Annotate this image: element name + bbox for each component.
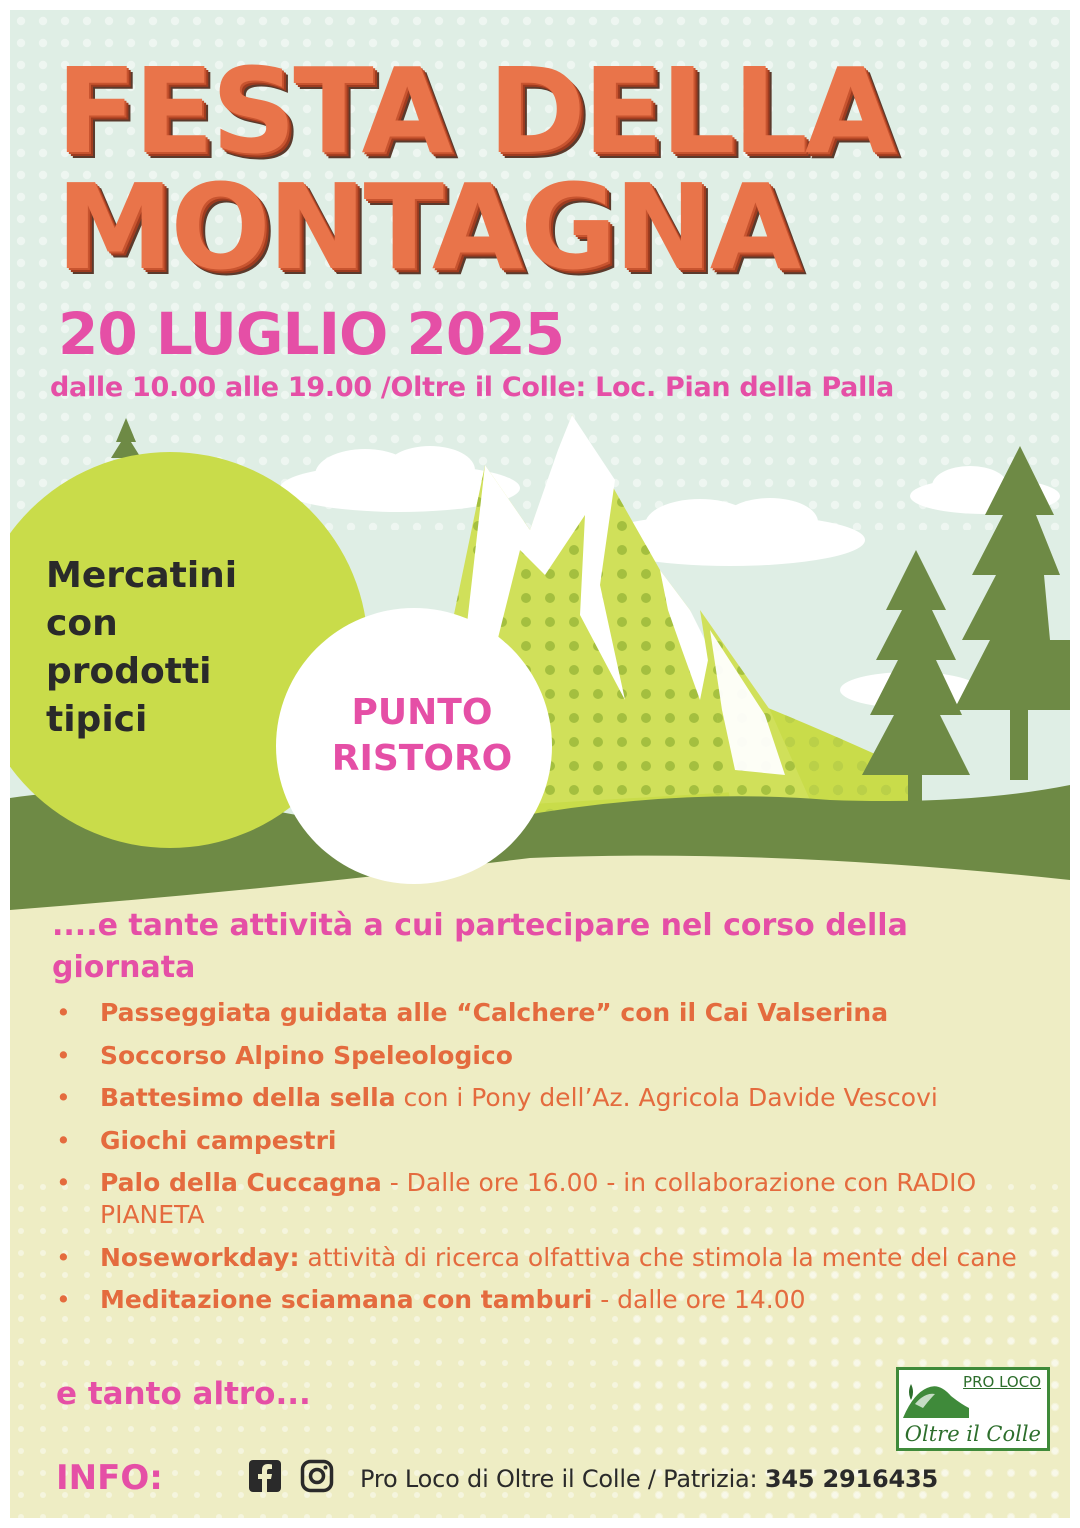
activities-intro: ....e tante attività a cui partecipare nel corso della giornata [52, 908, 908, 985]
punto-ristoro-badge [272, 690, 572, 782]
mercatini-line: prodotti [46, 651, 212, 692]
and-more-text: e tanto altro... [56, 1376, 311, 1412]
activity-detail: attività di ricerca olfattiva che stimola la mente del cane [299, 1242, 1017, 1272]
activity-detail: - dalle ore 14.00 [592, 1285, 806, 1314]
contact-text: Pro Loco di Oltre il Colle / Patrizia: [360, 1465, 765, 1493]
list-item [50, 1082, 1060, 1114]
mercatini-line: Mercatini [46, 555, 238, 596]
list-item [50, 997, 1060, 1029]
mercatini-line: tipici [46, 699, 148, 740]
bullet-icon: • [56, 1285, 71, 1314]
activity-title: Palo della Cuccagna [100, 1168, 382, 1197]
bullet-icon: • [56, 1040, 71, 1070]
instagram-icon[interactable] [300, 1459, 334, 1493]
bullet-icon: • [56, 1083, 71, 1112]
activity-title: Noseworkday: [100, 1242, 300, 1272]
title-line-1: FESTA DELLA [56, 42, 894, 180]
punto-line: PUNTO [351, 692, 493, 733]
facebook-icon[interactable] [248, 1459, 282, 1493]
info-label: INFO: [56, 1458, 163, 1498]
bullet-icon: • [56, 1125, 71, 1155]
activity-title: Giochi campestri [100, 1125, 337, 1155]
list-item [50, 1242, 1060, 1274]
contact-info [360, 1465, 938, 1493]
mercatini-badge [46, 552, 306, 744]
activity-title: Passeggiata guidata alle “Calchere” con il Cai Valserina [100, 998, 889, 1027]
phone-number: 345 2916435 [764, 1465, 939, 1493]
list-item [50, 1284, 1060, 1316]
list-item [50, 1167, 1060, 1231]
activities-list [50, 997, 1060, 1327]
mercatini-line: con [46, 603, 118, 644]
punto-line: RISTORO [331, 738, 513, 779]
poster [10, 10, 1070, 1518]
activity-detail: con i Pony dell’Az. Agricola Davide Vescovi [395, 1083, 938, 1112]
logo-line-2: Oltre il Colle [904, 1422, 1041, 1446]
activity-title: Battesimo della sella [100, 1083, 396, 1112]
event-time-location: dalle 10.00 alle 19.00 /Oltre il Colle: Loc. Pian della Palla [50, 372, 894, 403]
list-item [50, 1125, 1060, 1157]
activity-detail: - Dalle ore 16.00 - in collaborazione con RADIO PIANETA [100, 1168, 977, 1229]
event-date: 20 LUGLIO 2025 [58, 300, 564, 368]
activity-title: Meditazione sciamana con tamburi [100, 1285, 593, 1314]
logo-line-1: PRO LOCO [963, 1373, 1041, 1391]
list-item [50, 1040, 1060, 1072]
bullet-icon: • [56, 998, 71, 1027]
title-line-2: MONTAGNA [56, 158, 799, 296]
activity-title: Soccorso Alpino Speleologico [100, 1040, 513, 1070]
bullet-icon: • [56, 1242, 71, 1272]
pro-loco-logo [896, 1367, 1050, 1451]
bullet-icon: • [56, 1168, 71, 1197]
